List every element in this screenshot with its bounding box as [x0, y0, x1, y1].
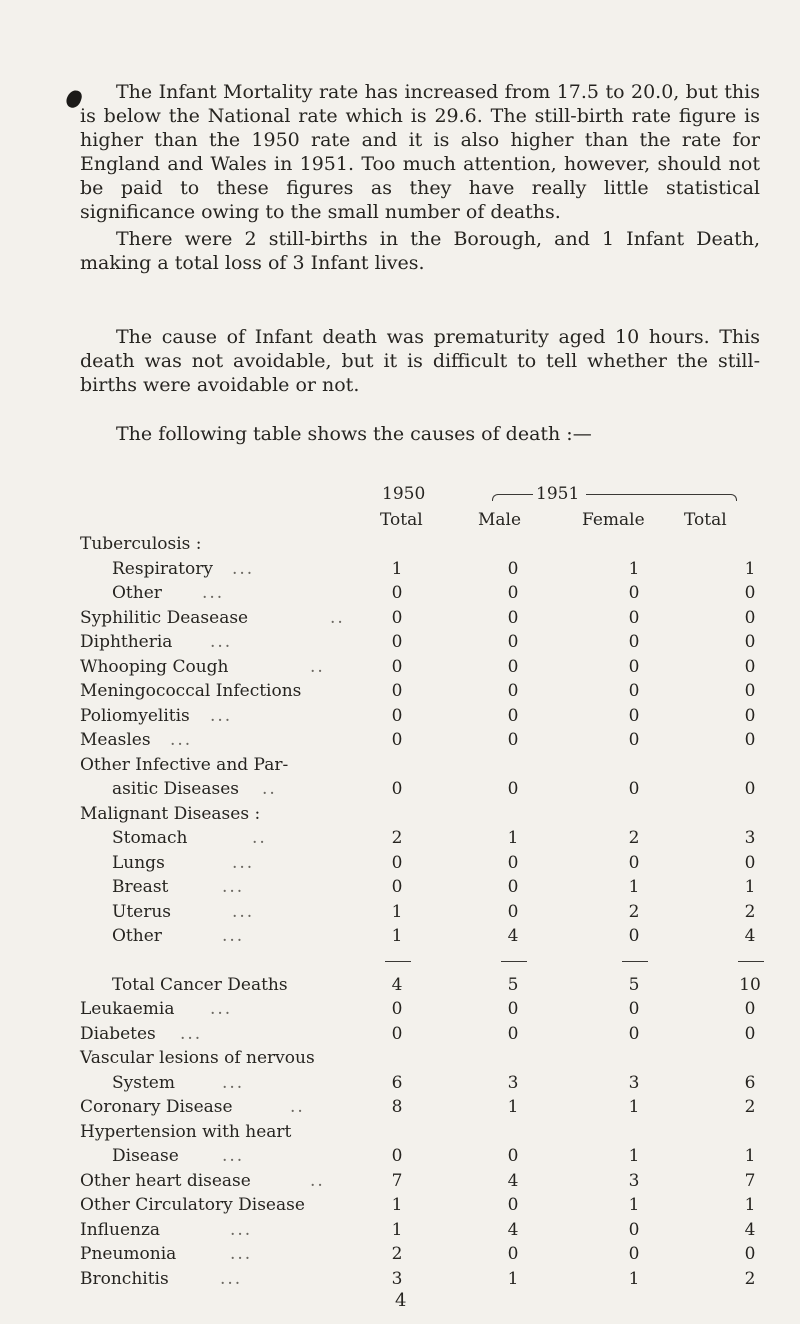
cell-value: 2 — [628, 901, 640, 922]
leader-dots: ... — [232, 558, 255, 579]
cell-value: 0 — [744, 656, 756, 677]
row-label: Tuberculosis : — [80, 534, 202, 554]
row-label: Other Infective and Par- — [80, 754, 289, 775]
cell-value: 0 — [391, 1146, 403, 1166]
row-label: Other Circulatory Disease — [80, 1195, 305, 1215]
table-row — [80, 1269, 760, 1294]
leader-dots: ... — [232, 852, 255, 873]
row-label: Coronary Disease — [80, 1097, 233, 1117]
paragraph-cause-of-death: The cause of Infant death was prematurity aged 10 hours. This death was not avoidable, but it is difficult to tell whether the still-births were avoidable or not. — [80, 326, 760, 396]
cell-value: 0 — [628, 779, 640, 799]
row-label: Whooping Cough — [80, 656, 229, 677]
paragraph-still-births: There were 2 still-births in the Borough, and 1 Infant Death, making a total loss of 3 Infant lives. — [80, 228, 760, 274]
table-row — [80, 1220, 760, 1245]
cell-value: 0 — [391, 632, 403, 652]
leader-dots: .. — [262, 779, 277, 799]
cell-value: 0 — [628, 632, 640, 652]
leader-dots: .. — [252, 828, 267, 848]
table-row — [80, 706, 760, 731]
cell-value: 5 — [628, 974, 640, 995]
leader-dots: ... — [230, 1244, 253, 1264]
header-year-1950: 1950 — [382, 484, 426, 504]
row-label: Malignant Diseases : — [80, 803, 261, 824]
table-row — [80, 779, 760, 804]
leader-dots: ... — [232, 901, 255, 922]
row-label: Measles — [80, 730, 151, 750]
leader-dots: ... — [220, 1268, 243, 1289]
row-label: Pneumonia — [80, 1244, 177, 1264]
cell-value: 0 — [391, 681, 403, 701]
cell-value: 1 — [507, 1268, 519, 1289]
row-label: Vascular lesions of nervous — [80, 1048, 315, 1068]
cell-value: 0 — [744, 1244, 756, 1264]
row-label: Respiratory — [112, 558, 213, 579]
cell-value: 0 — [744, 779, 756, 799]
row-label: asitic Diseases — [112, 779, 239, 799]
cell-value: 0 — [744, 583, 756, 603]
rule-line — [738, 961, 764, 962]
header-total-1951: Total — [684, 510, 727, 530]
cell-value: 0 — [507, 632, 519, 652]
cell-value: 3 — [628, 1072, 640, 1093]
cell-value: 0 — [628, 681, 640, 701]
cell-value: 1 — [391, 558, 403, 579]
cell-value: 1 — [507, 1097, 519, 1117]
row-label: Disease — [112, 1146, 179, 1166]
cell-value: 4 — [391, 974, 403, 995]
table-row — [80, 926, 760, 951]
row-label: Influenza — [80, 1219, 161, 1240]
cell-value: 2 — [744, 1268, 756, 1289]
table-row — [80, 1122, 760, 1147]
table-row — [80, 681, 760, 706]
leader-dots: .. — [310, 1170, 325, 1191]
cell-value: 0 — [507, 901, 519, 922]
leader-dots: ... — [210, 632, 233, 652]
cell-value: 0 — [628, 926, 640, 946]
table-row — [80, 1195, 760, 1220]
cell-value: 0 — [628, 1219, 640, 1240]
cell-value: 0 — [744, 999, 756, 1019]
cell-value: 0 — [507, 877, 519, 897]
row-label: Hypertension with heart — [80, 1121, 292, 1142]
cell-value: 5 — [507, 974, 519, 995]
cell-value: 2 — [391, 828, 403, 848]
cell-value: 1 — [744, 1195, 756, 1215]
row-label: Uterus — [112, 901, 172, 922]
table-row — [80, 1024, 760, 1049]
cell-value: 0 — [744, 852, 756, 873]
cell-value: 0 — [507, 583, 519, 603]
cell-value: 1 — [744, 877, 756, 897]
row-label: Other — [112, 926, 162, 946]
table-row — [80, 1048, 760, 1073]
cell-value: 0 — [391, 1023, 403, 1044]
table-row — [80, 534, 760, 559]
cell-value: 4 — [507, 1219, 519, 1240]
header-bracket-left — [492, 494, 533, 501]
cell-value: 0 — [507, 852, 519, 873]
cell-value: 0 — [507, 607, 519, 628]
cell-value: 0 — [507, 1023, 519, 1044]
rule-line — [501, 961, 527, 962]
cell-value: 4 — [507, 926, 519, 946]
header-female: Female — [582, 510, 645, 530]
header-total-1950: Total — [380, 510, 423, 530]
cell-value: 1 — [391, 901, 403, 922]
leader-dots: ... — [222, 926, 245, 946]
leader-dots: ... — [210, 705, 233, 726]
cell-value: 0 — [391, 607, 403, 628]
cell-value: 8 — [391, 1097, 403, 1117]
cell-value: 3 — [744, 828, 756, 848]
cell-value: 1 — [628, 1195, 640, 1215]
table-row — [80, 1244, 760, 1269]
table-row — [80, 975, 760, 1000]
cell-value: 0 — [507, 1146, 519, 1166]
table-row — [80, 608, 760, 633]
header-year-1951: 1951 — [536, 484, 580, 504]
leader-dots: ... — [222, 877, 245, 897]
table-row — [80, 730, 760, 755]
cell-value: 0 — [744, 632, 756, 652]
cell-value: 0 — [391, 583, 403, 603]
cell-value: 2 — [744, 1097, 756, 1117]
cell-value: 7 — [744, 1170, 756, 1191]
leader-dots: ... — [230, 1219, 253, 1240]
table-row — [80, 902, 760, 927]
page-number: 4 — [395, 1290, 407, 1311]
cell-value: 0 — [507, 779, 519, 799]
header-bracket-right — [586, 494, 737, 501]
table-row — [80, 1097, 760, 1122]
paragraph-infant-mortality: The Infant Mortality rate has increased from 17.5 to 20.0, but this is below the National rate which is 29.6. The still-birth rate figure is higher than the 1950 rate and it is also higher than the rate for England and Wales in 1951. Too much attention, however, should not be paid to these figures as they have really little statistical significance owing to the small number of deaths. — [80, 81, 760, 223]
leader-dots: ... — [222, 1146, 245, 1166]
leader-dots: .. — [330, 607, 345, 628]
rule-line — [622, 961, 648, 962]
row-label: Stomach — [112, 828, 188, 848]
row-label: Diphtheria — [80, 632, 173, 652]
row-label: Other heart disease — [80, 1170, 251, 1191]
table-row — [80, 755, 760, 780]
row-label: Total Cancer Deaths — [112, 974, 288, 995]
paragraph-table-intro: The following table shows the causes of death :— — [116, 423, 592, 445]
cell-value: 1 — [628, 1268, 640, 1289]
row-label: System — [112, 1072, 175, 1093]
cell-value: 0 — [628, 730, 640, 750]
cell-value: 4 — [744, 926, 756, 946]
table-row — [80, 877, 760, 902]
cell-value: 0 — [391, 705, 403, 726]
table-row — [80, 999, 760, 1024]
cell-value: 0 — [391, 852, 403, 873]
cell-value: 2 — [628, 828, 640, 848]
cell-value: 6 — [744, 1072, 756, 1093]
cell-value: 0 — [507, 558, 519, 579]
table-row — [80, 559, 760, 584]
cell-value: 4 — [744, 1219, 756, 1240]
cell-value: 3 — [507, 1072, 519, 1093]
table-row — [80, 804, 760, 829]
cell-value: 0 — [391, 730, 403, 750]
cell-value: 0 — [628, 1244, 640, 1264]
row-label: Syphilitic Deasease — [80, 607, 249, 628]
cell-value: 0 — [507, 656, 519, 677]
row-label: Breast — [112, 877, 169, 897]
row-label: Poliomyelitis — [80, 705, 190, 726]
row-label: Lungs — [112, 852, 165, 873]
subtotal-rule — [80, 951, 760, 975]
row-label: Meningococcal Infections — [80, 681, 302, 701]
leader-dots: ... — [202, 583, 225, 603]
cell-value: 0 — [628, 607, 640, 628]
rule-line — [385, 961, 411, 962]
cell-value: 0 — [391, 779, 403, 799]
cell-value: 4 — [507, 1170, 519, 1191]
causes-of-death-table — [80, 534, 760, 1293]
cell-value: 3 — [628, 1170, 640, 1191]
table-row — [80, 853, 760, 878]
cell-value: 0 — [744, 1023, 756, 1044]
cell-value: 2 — [744, 901, 756, 922]
table-row — [80, 1073, 760, 1098]
cell-value: 0 — [507, 1195, 519, 1215]
cell-value: 1 — [391, 1219, 403, 1240]
cell-value: 0 — [391, 656, 403, 677]
cell-value: 6 — [391, 1072, 403, 1093]
row-label: Leukaemia — [80, 999, 175, 1019]
cell-value: 0 — [507, 999, 519, 1019]
row-label: Other — [112, 583, 162, 603]
leader-dots: .. — [290, 1097, 305, 1117]
cell-value: 1 — [628, 877, 640, 897]
table-row — [80, 632, 760, 657]
cell-value: 1 — [628, 1097, 640, 1117]
cell-value: 0 — [628, 852, 640, 873]
cell-value: 10 — [739, 974, 761, 995]
leader-dots: ... — [180, 1023, 203, 1044]
cell-value: 0 — [507, 1244, 519, 1264]
cell-value: 0 — [507, 705, 519, 726]
leader-dots: .. — [310, 656, 325, 677]
cell-value: 3 — [391, 1268, 403, 1289]
cell-value: 0 — [628, 705, 640, 726]
leader-dots: ... — [170, 730, 193, 750]
cell-value: 7 — [391, 1170, 403, 1191]
cell-value: 0 — [628, 999, 640, 1019]
cell-value: 0 — [391, 999, 403, 1019]
cell-value: 0 — [744, 681, 756, 701]
table-row — [80, 657, 760, 682]
cell-value: 0 — [628, 1023, 640, 1044]
cell-value: 0 — [391, 877, 403, 897]
cell-value: 0 — [507, 730, 519, 750]
cell-value: 0 — [744, 730, 756, 750]
cell-value: 1 — [628, 558, 640, 579]
header-male: Male — [478, 510, 522, 530]
table-row — [80, 1171, 760, 1196]
row-label: Bronchitis — [80, 1268, 169, 1289]
cell-value: 0 — [744, 607, 756, 628]
cell-value: 1 — [507, 828, 519, 848]
table-row — [80, 583, 760, 608]
cell-value: 0 — [628, 656, 640, 677]
cell-value: 0 — [744, 705, 756, 726]
cell-value: 1 — [744, 558, 756, 579]
cell-value: 1 — [628, 1146, 640, 1166]
leader-dots: ... — [210, 999, 233, 1019]
table-row — [80, 828, 760, 853]
cell-value: 1 — [391, 926, 403, 946]
cell-value: 0 — [628, 583, 640, 603]
row-label: Diabetes — [80, 1023, 156, 1044]
table-row — [80, 1146, 760, 1171]
cell-value: 1 — [391, 1195, 403, 1215]
cell-value: 1 — [744, 1146, 756, 1166]
leader-dots: ... — [222, 1072, 245, 1093]
cell-value: 0 — [507, 681, 519, 701]
cell-value: 2 — [391, 1244, 403, 1264]
